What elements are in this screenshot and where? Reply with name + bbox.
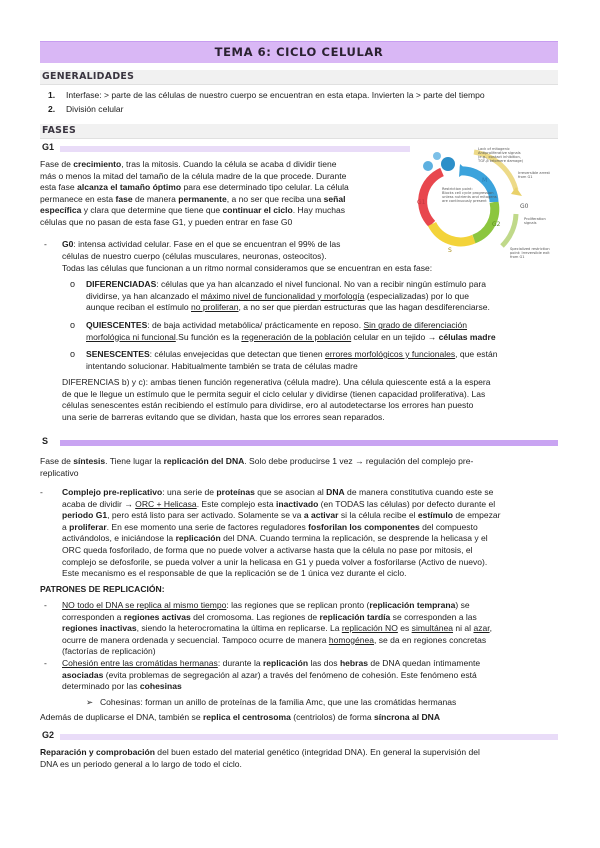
cell-cycle-diagram	[412, 144, 560, 266]
diagram-note: Blocks cell cycle progression	[442, 191, 494, 195]
s-intro: Fase de síntesis. Tiene lugar la replicación del DNA. Solo debe producirse 1 vez → regulación del complejo pre- replicativo	[40, 456, 474, 478]
bullet-icon: o	[70, 320, 76, 330]
cell-icon	[423, 161, 433, 171]
diagram-note: from G1	[510, 255, 525, 259]
cell-icon	[441, 157, 455, 171]
diagram-note: signals	[524, 221, 537, 225]
patron-1-block: NO todo el DNA se replica al mismo tiempo: las regiones que se replican pronto (replicación temprana) se corresponden a regiones activas del cromosoma. Las regiones de replicación tardía se corresponden a las regiones inactivas, siendo la heterocromatina la última en replicarse. La replicación NO es simultánea ni al azar, ocurre de manera ordenada y secuencial. Tampoco ocurre de manera homogénea, se da en regiones concretas (factorías de replicación)	[62, 600, 492, 657]
cell-icon	[433, 152, 441, 160]
quiescentes-block: QUIESCENTES: de baja actividad metabólica/ prácticamente en reposo. Sin grado de diferenciación morfológica ni funcional.Su función es la regeneración de la población celular en un tejido → células madre	[86, 320, 496, 342]
page-title: TEMA 6: CICLO CELULAR	[40, 41, 558, 63]
diagram-note: Specialized restriction	[510, 247, 550, 251]
list-item: 2. División celular	[48, 103, 124, 114]
g0-label: G0	[520, 203, 529, 210]
senescentes-block: SENESCENTES: células envejecidas que detectan que tienen errores morfológicos y funcionales, que están intentando solucionar. Habitualmente también se trata de células madre	[86, 349, 498, 371]
centrosoma-line: Además de duplicarse el DNA, también se replica el centrosoma (centriolos) de forma síncrona al DNA	[40, 712, 440, 722]
s-label: S	[448, 247, 452, 254]
section-generalidades: GENERALIDADES	[40, 70, 558, 85]
heading-rule	[60, 440, 558, 446]
diferencias-block: DIFERENCIAS b) y c): ambas tienen función regenerativa (célula madre). Una célula quiescente está a la espera de que le llegue un estímulo que le permita seguir el ciclo celular y dividirse (tienen capacidad proliferativa). Las células senescentes están recibiendo el estímulo para dividirse, ero al autodetectarse los errores han puesto una serie de barreras evitando que se dividan, hasta que los errores sean reparados.	[62, 377, 491, 422]
cohesinas-line: ➢ Cohesinas: forman un anillo de proteínas de la familia Amc, que une las cromátidas hermanas	[86, 697, 457, 707]
g0-block: G0: intensa actividad celular. Fase en el que se encuentran el 99% de las células de nuestro cuerpo (células musculares, neuronas, osteocitos).	[62, 239, 341, 261]
diagram-note: Irreversible arrest	[518, 171, 550, 175]
section-fases: FASES	[40, 124, 558, 139]
diagram-note: point: Irreversible exit	[510, 251, 550, 255]
patrones-heading: PATRONES DE REPLICACIÓN:	[40, 584, 165, 594]
m-label: M	[482, 177, 488, 184]
g1-intro: Fase de crecimiento, tras la mitosis. Cuando la célula se acaba d dividir tiene más o menos la mitad del tamaño de la célula madre de la que procede. Durante esta fase alcanza el tamaño óptimo para ese determinado tipo celular. La célula permanece en esta fase de manera permanente, a no ser que reciba una señal específica y clara que determine que tiene que continuar el ciclo. Hay muchas células que no pasan de esta fase G1, y pueden entrar en fase G0	[40, 159, 349, 227]
bullet-icon: o	[70, 349, 76, 359]
dash-bullet: -	[44, 658, 47, 668]
subsection-s: S	[40, 436, 558, 450]
arrow-bullet-icon: ➢	[86, 697, 94, 707]
diagram-note: Restriction point:	[442, 187, 473, 191]
diagram-note: from G1	[518, 175, 533, 179]
subsection-g2: G2	[40, 730, 558, 744]
complejo-block: Complejo pre-replicativo: una serie de proteínas que se asocian al DNA de manera constitutiva cuando este se acaba de dividir → ORC + Helicasa. Este complejo esta inactivado (en TODAS las células) por defecto durante el periodo G1, pero está listo para ser activado. Solamente se va a activar si la célula recibe el estímulo de empezar a proliferar. En ese momento una serie de factores reguladores fosforilan los componentes del compuesto activándolos, e iniciándose la replicación del DNA. Cuando termina la replicación, se desprende la helicasa y el ORC queda fosforilado, de forma que no puede volver a activarse hasta que la célula no pase por mitosis, el complejo se defosforile, se pueda volver a unir la helicasa en G1 y pueda volver a fosforilarse (Activo de nuevo). Este mecanismo es el responsable de que la replicación se de 1 única vez durante el ciclo.	[62, 487, 501, 579]
diagram-note: Lack of mitogenic	[478, 147, 510, 151]
g0-line3: Todas las células que funcionan a un ritmo normal consideramos que se encuentran en esta fase:	[62, 263, 433, 273]
heading-rule	[60, 146, 410, 152]
diagram-note: unless nutrients and mitogens	[442, 195, 497, 199]
bullet-icon: o	[70, 279, 76, 289]
g2-label: G2	[492, 221, 501, 228]
diferenciadas-block: DIFERENCIADAS: células que ya han alcanzado el nivel funcional. No van a recibir ningún estímulo para dividirse, ya han alcanzado el máximo nivel de funcionalidad y morfología (especializadas) por lo que aunque reciban el estímulo no proliferan, a no ser que pierdan estructuras que las hagan desdiferenciarse.	[86, 279, 490, 313]
generalidades-list	[48, 90, 485, 115]
patron-2-block: Cohesión entre las cromátidas hermanas: durante la replicación las dos hebras de DNA quedan íntimamente asociadas (evita problemas de segregación al azar) a través del fenómeno de cohesión. Este fenómeno está determinado por las cohesinas	[62, 658, 481, 692]
dash-bullet: -	[40, 487, 43, 497]
list-item: 1. Interfase: > parte de las células de nuestro cuerpo se encuentran en esta etapa. Invierten la > parte del tiempo	[48, 90, 485, 100]
dash-bullet: -	[44, 239, 47, 249]
diagram-note: (e.g., contact inhibition,	[478, 155, 521, 159]
diagram-note: Antiproliferative signals	[478, 151, 521, 155]
subsection-g1: G1	[40, 142, 558, 156]
g1-label: G1	[417, 199, 426, 206]
heading-rule	[60, 734, 558, 740]
diagram-note: are continuously present	[442, 199, 487, 203]
diagram-note: Proliferation	[524, 217, 546, 221]
g2-block: Reparación y comprobación del buen estado del material genético (integridad DNA). En general la supervisión del DNA es un periodo general a lo largo de todo el ciclo.	[40, 747, 480, 769]
dash-bullet: -	[44, 600, 47, 610]
diagram-note: TGF-β telomere damage)	[478, 159, 524, 163]
